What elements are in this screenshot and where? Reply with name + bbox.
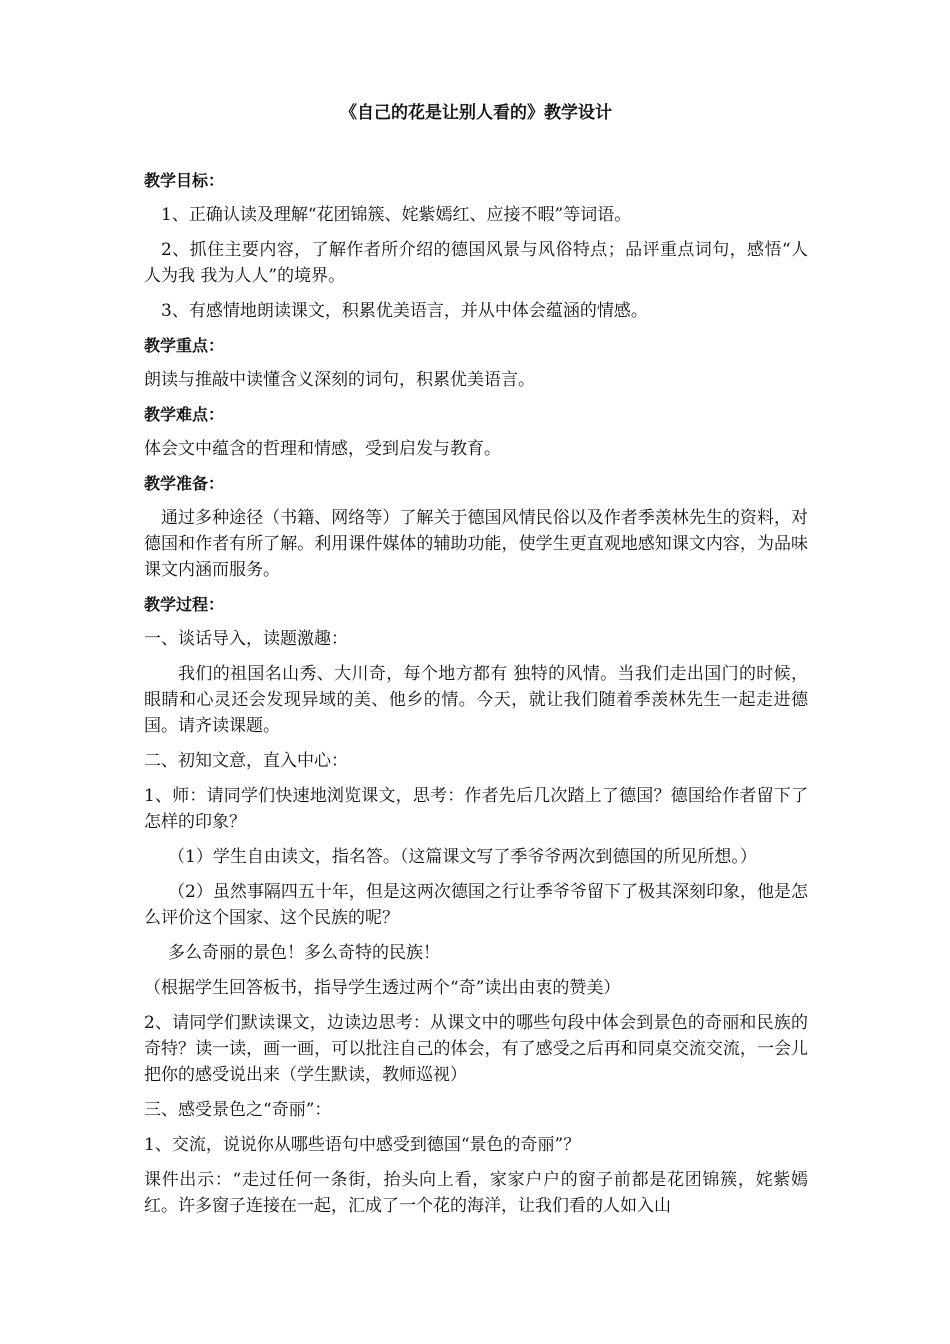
- preparation-text: 通过多种途径（书籍、网络等）了解关于德国风情民俗以及作者季羡林先生的资料，对德国和作者有所了解。利用课件媒体的辅助功能，使学生更直观地感知课文内容，为品味课文内涵而服务。: [144, 508, 808, 580]
- process-paragraph: （2）虽然事隔四五十年，但是这两次德国之行让季爷爷留下了极其深刻印象，他是怎么评价这个国家、这个民族的呢？: [144, 882, 808, 928]
- process-paragraph: 课件出示：“走过任何一条街，抬头向上看，家家户户的窗子前都是花团锦簇，姹紫嫣红。许多窗子连接在一起，汇成了一个花的海洋，让我们看的人如入山: [144, 1170, 808, 1216]
- process-paragraph: （根据学生回答板书，指导学生透过两个“奇”读出由衷的赞美）: [144, 978, 621, 998]
- process-paragraph: 1、交流，说说你从哪些语句中感受到德国“景色的奇丽”？: [144, 1135, 581, 1155]
- document-title: 《自己的花是让别人看的》教学设计: [340, 103, 612, 123]
- process-paragraph: （1）学生自由读文，指名答。（这篇课文写了季爷爷两次到德国的所见所想。）: [168, 847, 757, 867]
- process-paragraph: 多么奇丽的景色！多么奇特的民族！: [168, 943, 440, 963]
- goal-item: 2、抓住主要内容，了解作者所介绍的德国风景与风俗特点；品评重点词句，感悟“人人为我 我为人人”的境界。: [144, 240, 808, 286]
- process-section-heading: 二、初知文意，直入中心：: [144, 751, 348, 771]
- difficulties-heading: 教学难点：: [144, 405, 225, 424]
- goals-heading: 教学目标：: [144, 171, 225, 190]
- process-paragraph: 1、师：请同学们快速地浏览课文，思考：作者先后几次踏上了德国？德国给作者留下了怎样的印象？: [144, 786, 808, 832]
- document-page: [144, 100, 808, 1228]
- key-points-text: 朗读与推敲中读懂含义深刻的词句，积累优美语言。: [144, 370, 535, 390]
- goal-item: 3、有感情地朗读课文，积累优美语言，并从中体会蕴涵的情感。: [161, 301, 648, 321]
- goal-item: 1、正确认读及理解“花团锦簇、姹紫嫣红、应接不暇”等词语。: [161, 205, 632, 225]
- process-paragraph: 我们的祖国名山秀、大川奇，每个地方都有 独特的风情。当我们走出国门的时候，眼睛和心灵还会发现异域的美、他乡的情。今天，就让我们随着季羡林先生一起走进德国。请齐读课题。: [144, 664, 808, 736]
- key-points-heading: 教学重点：: [144, 336, 225, 355]
- process-section-heading: 三、感受景色之“奇丽”：: [144, 1100, 332, 1120]
- process-section-heading: 一、谈话导入，读题激趣：: [144, 629, 348, 649]
- difficulties-text: 体会文中蕴含的哲理和情感，受到启发与教育。: [144, 439, 501, 459]
- process-paragraph: 2、请同学们默读课文，边读边思考：从课文中的哪些句段中体会到景色的奇丽和民族的奇特？读一读，画一画，可以批注自己的体会，有了感受之后再和同桌交流交流，一会儿把你的感受说出来（学生默读，教师巡视）: [144, 1013, 808, 1085]
- process-heading: 教学过程：: [144, 595, 225, 614]
- preparation-heading: 教学准备：: [144, 474, 225, 493]
